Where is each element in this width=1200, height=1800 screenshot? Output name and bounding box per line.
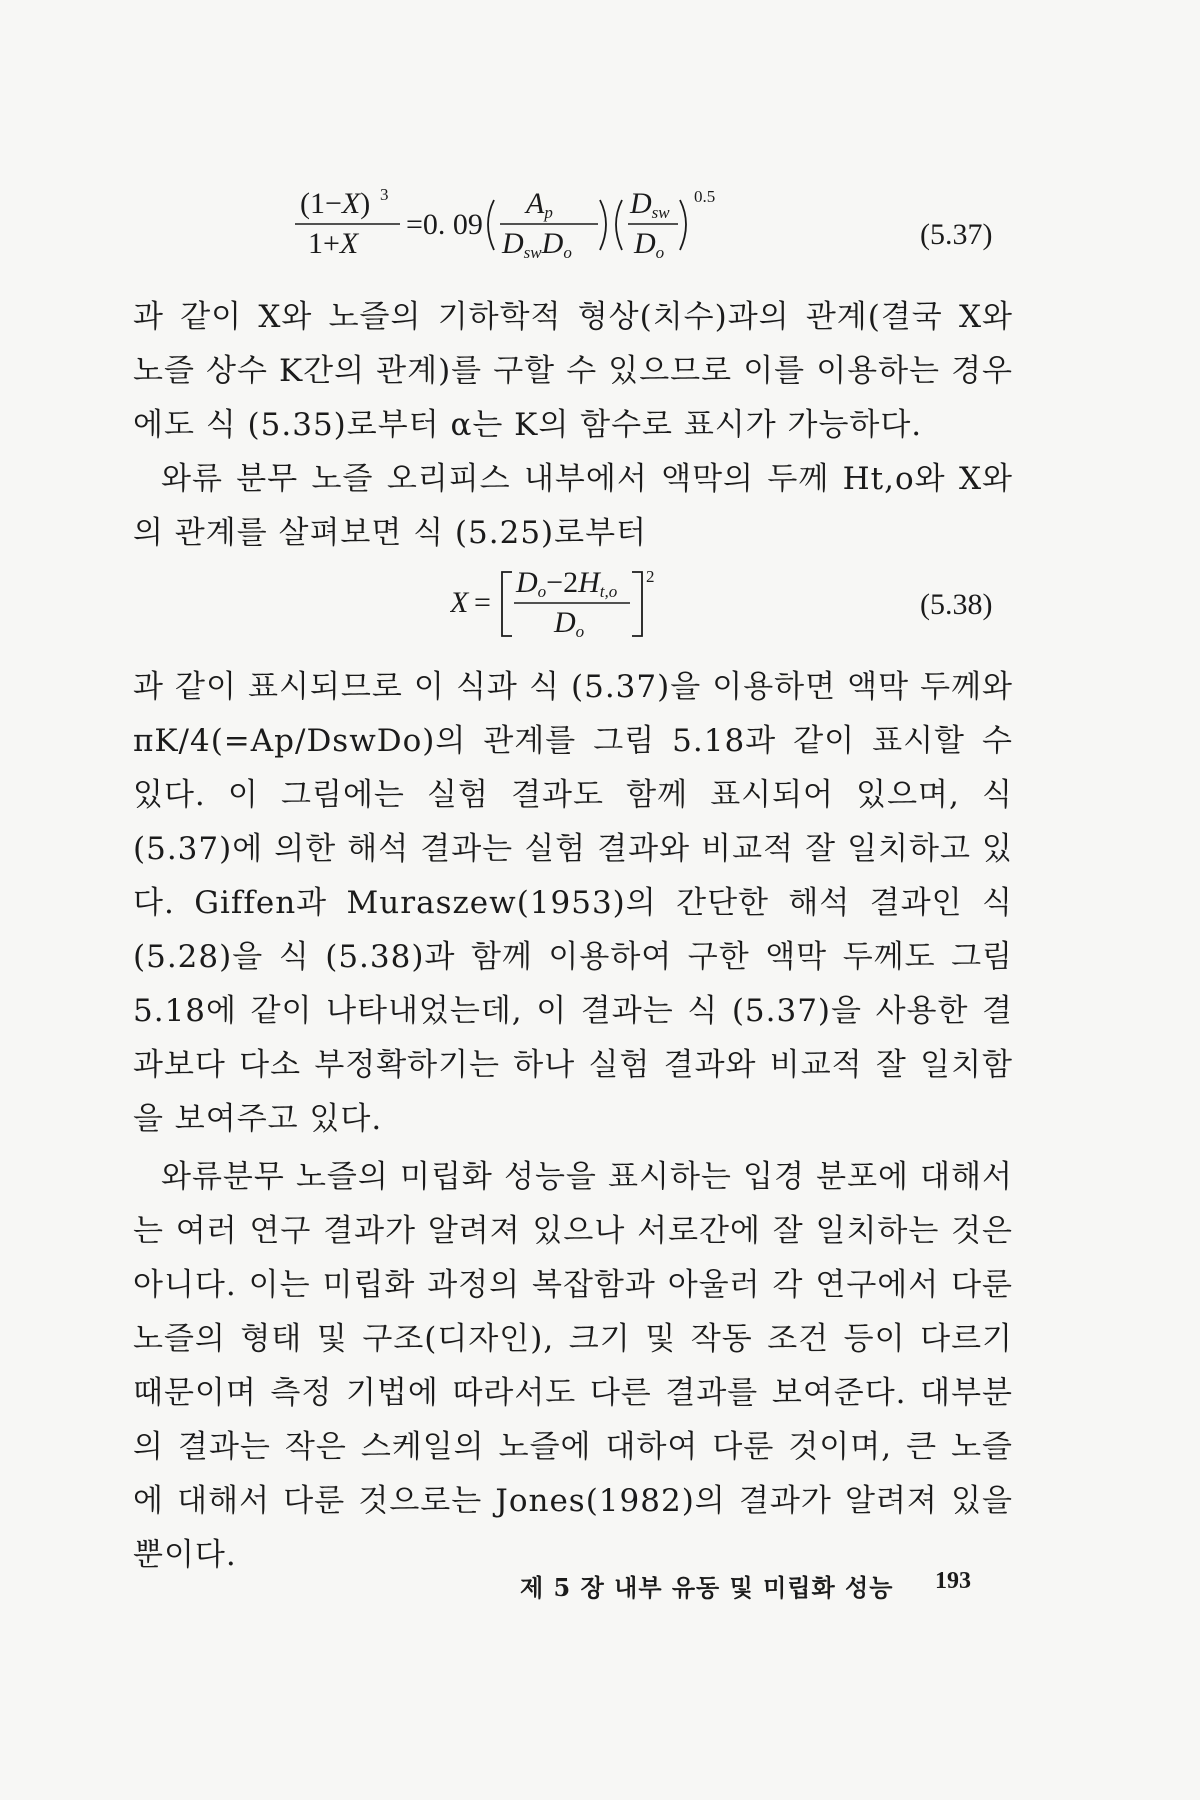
paragraph-2: 와류 분무 노즐 오리피스 내부에서 액막의 두께 Ht,o와 X와의 관계를 살펴보면 식 (5.25)로부터 [133, 461, 1013, 551]
svg-text:DswDo: DswDo [502, 227, 572, 262]
svg-text:=0. 09: =0. 09 [406, 208, 483, 241]
svg-text:Do: Do [554, 606, 585, 641]
equation-number-5-38: (5.38) [920, 588, 993, 621]
equation-5-37 [280, 180, 920, 280]
svg-text:Do: Do [634, 227, 665, 262]
equation-5-37-graphic [280, 180, 920, 280]
svg-text:1+X: 1+X [308, 227, 359, 260]
svg-text:X: X [450, 586, 469, 619]
equation-5-38-graphic [450, 560, 750, 660]
svg-text:Ap: Ap [526, 187, 553, 222]
running-footer: 제 5 장 내부 유동 및 미립화 성능 [520, 1573, 894, 1602]
svg-text:2: 2 [646, 567, 655, 586]
svg-text:0.5: 0.5 [694, 187, 716, 206]
equation-number-5-37: (5.37) [920, 218, 993, 251]
svg-text:Dsw: Dsw [630, 187, 670, 222]
page-number: 193 [935, 1568, 971, 1594]
equation-5-38 [450, 560, 750, 660]
paragraph-4: 와류분무 노즐의 미립화 성능을 표시하는 입경 분포에 대해서는 여러 연구 결과가 알려져 있으나 서로간에 잘 일치하는 것은 아니다. 이는 미립화 과정의 복잡함과 아울러 각 연구에서 다룬 노즐의 형태 및 구조(디자인), 크기 및 작동 조건 등이 다르기 때문이며 측정 기법에 따라서도 다른 결과를 보여준다. 대부분의 결과는 작은 스케일의 노즐에 대하여 다룬 것이며, 큰 노즐에 대해서 다룬 것으로는 Jones(1982)의 결과가 알려져 있을 뿐이다. [133, 1159, 1013, 1573]
paragraph-3: 과 같이 표시되므로 이 식과 식 (5.37)을 이용하면 액막 두께와 πK/4(=Ap/DswDo)의 관계를 그림 5.18과 같이 표시할 수 있다. 이 그림에는 실험 결과도 함께 표시되어 있으며, 식 (5.37)에 의한 해석 결과는 실험 결과와 비교적 잘 일치하고 있다. Giffen과 Muraszew(1953)의 간단한 해석 결과인 식 (5.28)을 식 (5.38)과 함께 이용하여 구한 액막 두께도 그림 5.18에 같이 나타내었는데, 이 결과는 식 (5.37)을 사용한 결과보다 다소 부정확하기는 하나 실험 결과와 비교적 잘 일치함을 보여주고 있다. [133, 669, 1013, 1137]
svg-text:=: = [474, 586, 491, 619]
paragraph-1: 과 같이 X와 노즐의 기하학적 형상(치수)과의 관계(결국 X와 노즐 상수 K간의 관계)를 구할 수 있으므로 이를 이용하는 경우에도 식 (5.35)로부터 α는 K의 함수로 표시가 가능하다. [133, 299, 1013, 443]
svg-text:3: 3 [380, 185, 389, 204]
svg-text:(1−X): (1−X) [300, 187, 371, 220]
svg-text:Do−2Ht,o: Do−2Ht,o [516, 566, 618, 601]
